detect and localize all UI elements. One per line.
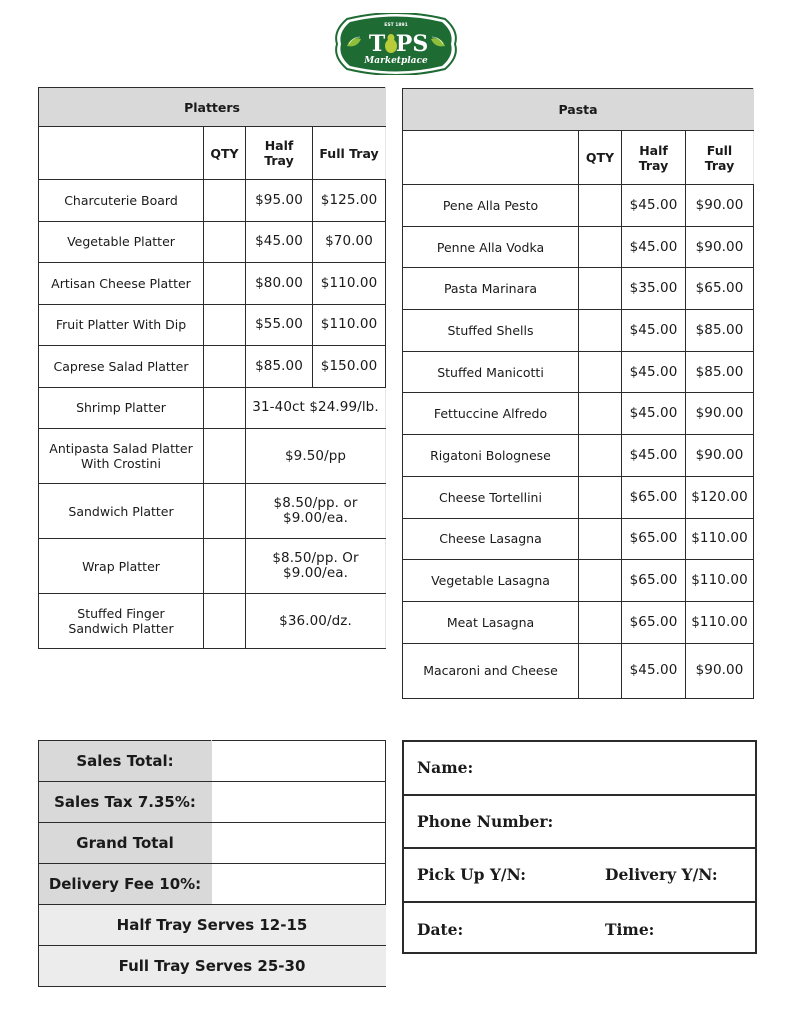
totals-row bbox=[39, 741, 386, 782]
date-time-row bbox=[404, 903, 755, 957]
qty-cell[interactable] bbox=[204, 346, 246, 388]
col-half-tray: Half Tray bbox=[622, 131, 686, 185]
col-full-tray: Full Tray bbox=[686, 131, 754, 185]
qty-cell[interactable] bbox=[204, 221, 246, 263]
qty-cell[interactable] bbox=[579, 393, 622, 435]
item-name: Wrap Platter bbox=[39, 539, 204, 594]
pickup-delivery-row bbox=[404, 849, 755, 903]
item-name: Stuffed Finger Sandwich Platter bbox=[39, 594, 204, 649]
item-name: Rigatoni Bolognese bbox=[403, 435, 579, 477]
table-row bbox=[403, 601, 754, 643]
phone-field[interactable] bbox=[404, 796, 755, 850]
logo-subtitle: Marketplace bbox=[364, 56, 428, 66]
table-row bbox=[403, 226, 754, 268]
delivery-fee-field[interactable] bbox=[212, 864, 386, 905]
item-name: Penne Alla Vodka bbox=[403, 226, 579, 268]
full-tray-price: $110.00 bbox=[686, 601, 754, 643]
qty-cell[interactable] bbox=[204, 180, 246, 222]
pasta-title: Pasta bbox=[403, 89, 754, 131]
full-tray-price: $110.00 bbox=[313, 304, 386, 346]
item-name: Fruit Platter With Dip bbox=[39, 304, 204, 346]
full-tray-price: $90.00 bbox=[686, 643, 754, 698]
qty-cell[interactable] bbox=[579, 226, 622, 268]
qty-cell[interactable] bbox=[204, 539, 246, 594]
half-tray-serving-note: Half Tray Serves 12-15 bbox=[39, 905, 386, 946]
full-tray-price: $125.00 bbox=[313, 180, 386, 222]
price-cell: $8.50/pp. Or $9.00/ea. bbox=[246, 539, 386, 594]
item-name: Vegetable Platter bbox=[39, 221, 204, 263]
full-tray-serving-note: Full Tray Serves 25-30 bbox=[39, 946, 386, 987]
half-tray-price: $45.00 bbox=[622, 310, 686, 352]
sales-total-field[interactable] bbox=[212, 741, 386, 782]
name-label: Name: bbox=[417, 758, 474, 778]
item-name: Fettuccine Alfredo bbox=[403, 393, 579, 435]
col-item bbox=[403, 131, 579, 185]
platters-title: Platters bbox=[39, 88, 386, 127]
half-tray-price: $45.00 bbox=[622, 185, 686, 227]
phone-label: Phone Number: bbox=[417, 811, 554, 831]
qty-cell[interactable] bbox=[579, 185, 622, 227]
half-tray-price: $45.00 bbox=[622, 643, 686, 698]
table-row bbox=[403, 476, 754, 518]
full-tray-price: $70.00 bbox=[313, 221, 386, 263]
qty-cell[interactable] bbox=[579, 310, 622, 352]
qty-cell[interactable] bbox=[204, 594, 246, 649]
half-tray-price: $65.00 bbox=[622, 518, 686, 560]
time-field[interactable]: Time: bbox=[605, 919, 655, 939]
customer-info-form bbox=[402, 740, 757, 954]
full-tray-price: $85.00 bbox=[686, 351, 754, 393]
table-row bbox=[39, 539, 386, 594]
table-row bbox=[39, 484, 386, 539]
qty-cell[interactable] bbox=[579, 643, 622, 698]
col-qty: QTY bbox=[204, 127, 246, 180]
item-name: Sandwich Platter bbox=[39, 484, 204, 539]
qty-cell[interactable] bbox=[579, 268, 622, 310]
delivery-field[interactable]: Delivery Y/N: bbox=[605, 865, 718, 885]
item-name: Charcuterie Board bbox=[39, 180, 204, 222]
full-tray-price: $110.00 bbox=[686, 560, 754, 602]
grand-total-label: Grand Total bbox=[39, 823, 212, 864]
col-qty: QTY bbox=[579, 131, 622, 185]
qty-cell[interactable] bbox=[579, 518, 622, 560]
full-tray-price: $65.00 bbox=[686, 268, 754, 310]
half-tray-price: $45.00 bbox=[622, 435, 686, 477]
item-name: Antipasta Salad Platter With Crostini bbox=[39, 429, 204, 484]
table-row bbox=[403, 643, 754, 698]
col-full-tray: Full Tray bbox=[313, 127, 386, 180]
logo-established: EST 1891 bbox=[384, 23, 408, 28]
qty-cell[interactable] bbox=[579, 476, 622, 518]
qty-cell[interactable] bbox=[579, 351, 622, 393]
price-cell: $9.50/pp bbox=[246, 429, 386, 484]
table-row bbox=[39, 387, 386, 429]
half-tray-price: $65.00 bbox=[622, 601, 686, 643]
delivery-fee-label: Delivery Fee 10%: bbox=[39, 864, 212, 905]
table-row bbox=[403, 185, 754, 227]
table-row bbox=[39, 429, 386, 484]
table-row bbox=[403, 351, 754, 393]
name-field[interactable] bbox=[404, 742, 755, 796]
grand-total-field[interactable] bbox=[212, 823, 386, 864]
sales-tax-field[interactable] bbox=[212, 782, 386, 823]
full-tray-price: $110.00 bbox=[313, 263, 386, 305]
full-tray-price: $85.00 bbox=[686, 310, 754, 352]
item-name: Vegetable Lasagna bbox=[403, 560, 579, 602]
full-tray-price: $110.00 bbox=[686, 518, 754, 560]
item-name: Stuffed Manicotti bbox=[403, 351, 579, 393]
half-tray-price: $55.00 bbox=[246, 304, 313, 346]
full-tray-price: $90.00 bbox=[686, 185, 754, 227]
item-name: Pene Alla Pesto bbox=[403, 185, 579, 227]
platters-table bbox=[38, 87, 386, 649]
item-name: Stuffed Shells bbox=[403, 310, 579, 352]
half-tray-price: $85.00 bbox=[246, 346, 313, 388]
half-tray-price: $35.00 bbox=[622, 268, 686, 310]
qty-cell[interactable] bbox=[204, 387, 246, 429]
table-row bbox=[39, 304, 386, 346]
table-row bbox=[403, 310, 754, 352]
qty-cell[interactable] bbox=[579, 435, 622, 477]
sales-tax-label: Sales Tax 7.35%: bbox=[39, 782, 212, 823]
table-row bbox=[403, 518, 754, 560]
item-name: Artisan Cheese Platter bbox=[39, 263, 204, 305]
totals-row bbox=[39, 823, 386, 864]
item-name: Cheese Tortellini bbox=[403, 476, 579, 518]
sales-total-label: Sales Total: bbox=[39, 741, 212, 782]
half-tray-price: $45.00 bbox=[622, 393, 686, 435]
item-name: Macaroni and Cheese bbox=[403, 643, 579, 698]
full-tray-price: $90.00 bbox=[686, 393, 754, 435]
half-tray-price: $45.00 bbox=[622, 351, 686, 393]
table-row bbox=[39, 180, 386, 222]
half-tray-price: $95.00 bbox=[246, 180, 313, 222]
col-item bbox=[39, 127, 204, 180]
table-row bbox=[39, 263, 386, 305]
half-tray-price: $45.00 bbox=[622, 226, 686, 268]
qty-cell[interactable] bbox=[204, 429, 246, 484]
totals-row bbox=[39, 864, 386, 905]
full-tray-price: $150.00 bbox=[313, 346, 386, 388]
pickup-field[interactable]: Pick Up Y/N: bbox=[417, 865, 526, 885]
tops-marketplace-logo bbox=[333, 13, 459, 75]
logo-letter-t: T bbox=[368, 31, 386, 57]
full-tray-price: $90.00 bbox=[686, 226, 754, 268]
date-field[interactable]: Date: bbox=[417, 919, 464, 939]
table-row bbox=[39, 221, 386, 263]
item-name: Caprese Salad Platter bbox=[39, 346, 204, 388]
full-tray-price: $120.00 bbox=[686, 476, 754, 518]
table-row bbox=[39, 346, 386, 388]
item-name: Pasta Marinara bbox=[403, 268, 579, 310]
table-row bbox=[39, 594, 386, 649]
table-row bbox=[403, 560, 754, 602]
table-row bbox=[403, 393, 754, 435]
price-cell: 31-40ct $24.99/lb. bbox=[246, 387, 386, 429]
half-tray-price: $65.00 bbox=[622, 560, 686, 602]
qty-cell[interactable] bbox=[579, 560, 622, 602]
totals-row bbox=[39, 782, 386, 823]
pasta-table bbox=[402, 88, 754, 699]
price-cell: $36.00/dz. bbox=[246, 594, 386, 649]
qty-cell[interactable] bbox=[204, 484, 246, 539]
half-tray-price: $65.00 bbox=[622, 476, 686, 518]
qty-cell[interactable] bbox=[204, 304, 246, 346]
item-name: Shrimp Platter bbox=[39, 387, 204, 429]
col-half-tray: Half Tray bbox=[246, 127, 313, 180]
totals-table bbox=[38, 740, 386, 987]
qty-cell[interactable] bbox=[204, 263, 246, 305]
half-tray-price: $45.00 bbox=[246, 221, 313, 263]
logo-letters-ps: PS bbox=[395, 31, 429, 57]
table-row bbox=[403, 435, 754, 477]
item-name: Cheese Lasagna bbox=[403, 518, 579, 560]
table-row bbox=[403, 268, 754, 310]
qty-cell[interactable] bbox=[579, 601, 622, 643]
price-cell: $8.50/pp. or $9.00/ea. bbox=[246, 484, 386, 539]
item-name: Meat Lasagna bbox=[403, 601, 579, 643]
full-tray-price: $90.00 bbox=[686, 435, 754, 477]
half-tray-price: $80.00 bbox=[246, 263, 313, 305]
